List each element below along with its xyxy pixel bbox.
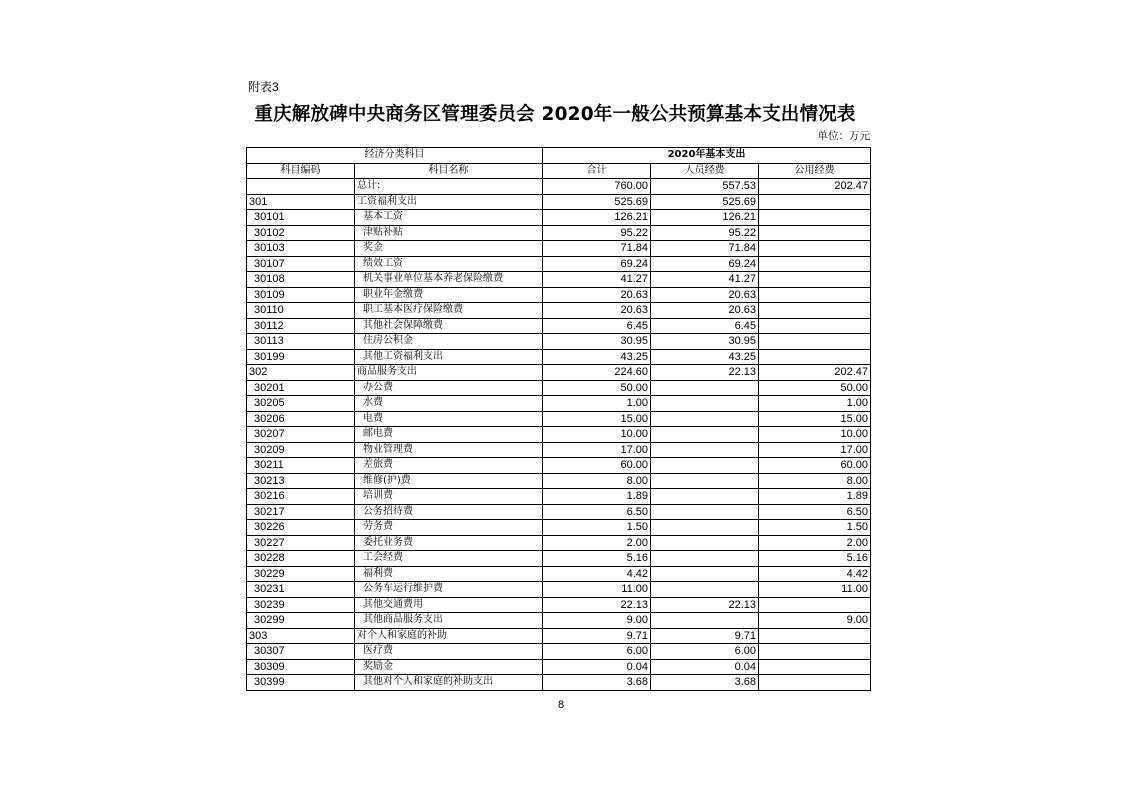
table-row [247,256,871,272]
row-code: 30211 [247,458,355,474]
row-personnel [651,427,759,443]
row-personnel [651,520,759,536]
row-total: 8.00 [543,473,651,489]
row-personnel: 525.69 [651,194,759,210]
appendix-label: 附表3 [248,80,279,94]
row-total: 126.21 [543,210,651,226]
row-total: 5.16 [543,551,651,567]
row-total: 760.00 [543,179,651,195]
row-name: 邮电费 [355,427,543,443]
row-personnel: 43.25 [651,349,759,365]
header-personnel: 人员经费 [651,163,759,179]
row-total: 15.00 [543,411,651,427]
row-personnel [651,504,759,520]
row-code: 302 [247,365,355,381]
row-total: 43.25 [543,349,651,365]
row-personnel: 3.68 [651,675,759,691]
table-row [247,303,871,319]
row-personnel [651,396,759,412]
row-public [759,241,871,257]
row-name: 津贴补贴 [355,225,543,241]
row-name: 机关事业单位基本养老保险缴费 [355,272,543,288]
row-public: 10.00 [759,427,871,443]
row-code [247,179,355,195]
header-total: 合计 [543,163,651,179]
row-code: 30102 [247,225,355,241]
row-name: 水费 [355,396,543,412]
row-code: 30209 [247,442,355,458]
row-code: 30229 [247,566,355,582]
row-public [759,675,871,691]
row-name: 其他对个人和家庭的补助支出 [355,675,543,691]
table-row [247,489,871,505]
row-public [759,334,871,350]
table-row [247,380,871,396]
row-total: 10.00 [543,427,651,443]
row-total: 50.00 [543,380,651,396]
row-total: 525.69 [543,194,651,210]
row-code: 30206 [247,411,355,427]
row-code: 30228 [247,551,355,567]
row-public: 50.00 [759,380,871,396]
row-code: 30239 [247,597,355,613]
header-code: 科目编码 [247,163,355,179]
table-row [247,427,871,443]
table-row [247,365,871,381]
row-public: 8.00 [759,473,871,489]
row-public: 11.00 [759,582,871,598]
row-public [759,225,871,241]
row-name: 工资福利支出 [355,194,543,210]
row-name: 其他商品服务支出 [355,613,543,629]
row-code: 30112 [247,318,355,334]
row-name: 委托业务费 [355,535,543,551]
table-row [247,225,871,241]
row-total: 71.84 [543,241,651,257]
row-personnel: 69.24 [651,256,759,272]
row-code: 30113 [247,334,355,350]
row-name: 住房公积金 [355,334,543,350]
row-public [759,194,871,210]
table-row [247,520,871,536]
row-personnel [651,551,759,567]
row-personnel [651,442,759,458]
row-code: 30399 [247,675,355,691]
row-name: 公务车运行维护费 [355,582,543,598]
row-public [759,349,871,365]
row-total: 1.50 [543,520,651,536]
row-personnel [651,566,759,582]
table-row [247,473,871,489]
row-public [759,210,871,226]
table-row [247,551,871,567]
row-total: 6.50 [543,504,651,520]
row-total: 1.00 [543,396,651,412]
row-total: 30.95 [543,334,651,350]
row-personnel: 41.27 [651,272,759,288]
table-row [247,597,871,613]
row-code: 30309 [247,659,355,675]
row-personnel [651,613,759,629]
row-personnel: 22.13 [651,365,759,381]
row-name: 奖励金 [355,659,543,675]
row-personnel: 20.63 [651,287,759,303]
row-personnel: 95.22 [651,225,759,241]
row-personnel [651,411,759,427]
row-total: 17.00 [543,442,651,458]
row-public: 2.00 [759,535,871,551]
row-total: 95.22 [543,225,651,241]
row-public: 4.42 [759,566,871,582]
header-row-1 [247,148,871,164]
row-code: 303 [247,628,355,644]
row-code: 30110 [247,303,355,319]
row-personnel [651,473,759,489]
row-name: 商品服务支出 [355,365,543,381]
row-personnel [651,535,759,551]
table-row [247,659,871,675]
row-personnel: 126.21 [651,210,759,226]
row-total: 3.68 [543,675,651,691]
budget-table [246,147,871,691]
row-total: 6.00 [543,644,651,660]
row-total: 11.00 [543,582,651,598]
table-row [247,628,871,644]
row-total: 9.00 [543,613,651,629]
row-public: 202.47 [759,365,871,381]
table-row [247,272,871,288]
table-row [247,458,871,474]
row-code: 301 [247,194,355,210]
row-public [759,659,871,675]
row-public: 17.00 [759,442,871,458]
row-public [759,597,871,613]
table-row [247,535,871,551]
row-total: 20.63 [543,287,651,303]
table-row [247,287,871,303]
row-name: 绩效工资 [355,256,543,272]
row-code: 30216 [247,489,355,505]
row-public [759,303,871,319]
row-name: 医疗费 [355,644,543,660]
row-name: 劳务费 [355,520,543,536]
row-public: 60.00 [759,458,871,474]
table-row [247,504,871,520]
row-public: 9.00 [759,613,871,629]
row-total: 60.00 [543,458,651,474]
row-name: 奖金 [355,241,543,257]
row-name: 其他工资福利支出 [355,349,543,365]
row-code: 30103 [247,241,355,257]
row-name: 总计: [355,179,543,195]
row-name: 其他社会保障缴费 [355,318,543,334]
row-code: 30207 [247,427,355,443]
row-personnel: 30.95 [651,334,759,350]
row-total: 1.89 [543,489,651,505]
header-row-2 [247,163,871,179]
row-code: 30299 [247,613,355,629]
table-row [247,349,871,365]
row-personnel: 6.45 [651,318,759,334]
row-name: 差旅费 [355,458,543,474]
row-code: 30205 [247,396,355,412]
row-public: 202.47 [759,179,871,195]
row-public: 1.89 [759,489,871,505]
table-row [247,179,871,195]
table-row [247,411,871,427]
row-code: 30107 [247,256,355,272]
row-personnel [651,380,759,396]
table-row [247,334,871,350]
row-public [759,628,871,644]
table-row [247,442,871,458]
row-personnel: 9.71 [651,628,759,644]
table-row [247,318,871,334]
row-name: 办公费 [355,380,543,396]
row-name: 职工基本医疗保险缴费 [355,303,543,319]
row-personnel: 0.04 [651,659,759,675]
table-row [247,194,871,210]
row-public: 15.00 [759,411,871,427]
header-basic-exp: 2020年基本支出 [543,148,871,164]
row-name: 其他交通费用 [355,597,543,613]
table-row [247,675,871,691]
table-row [247,566,871,582]
row-total: 224.60 [543,365,651,381]
document-title: 重庆解放碑中央商务区管理委员会 2020年一般公共预算基本支出情况表 [254,104,856,125]
row-name: 对个人和家庭的补助 [355,628,543,644]
row-name: 电费 [355,411,543,427]
row-public: 1.50 [759,520,871,536]
row-code: 30108 [247,272,355,288]
header-name: 科目名称 [355,163,543,179]
row-name: 福利费 [355,566,543,582]
row-total: 22.13 [543,597,651,613]
row-total: 41.27 [543,272,651,288]
row-code: 30231 [247,582,355,598]
row-public [759,287,871,303]
header-public: 公用经费 [759,163,871,179]
row-total: 2.00 [543,535,651,551]
row-code: 30213 [247,473,355,489]
row-personnel [651,582,759,598]
row-personnel: 557.53 [651,179,759,195]
row-personnel: 22.13 [651,597,759,613]
row-code: 30201 [247,380,355,396]
row-code: 30109 [247,287,355,303]
table-row [247,210,871,226]
row-name: 公务招待费 [355,504,543,520]
table-row [247,582,871,598]
row-name: 物业管理费 [355,442,543,458]
row-code: 30227 [247,535,355,551]
row-total: 6.45 [543,318,651,334]
row-personnel: 71.84 [651,241,759,257]
row-code: 30101 [247,210,355,226]
row-name: 维修(护)费 [355,473,543,489]
row-name: 培训费 [355,489,543,505]
table-row [247,613,871,629]
row-personnel [651,489,759,505]
row-code: 30199 [247,349,355,365]
row-total: 69.24 [543,256,651,272]
header-econ-class: 经济分类科目 [247,148,543,164]
unit-label: 单位：万元 [817,130,870,142]
row-public: 1.00 [759,396,871,412]
row-total: 9.71 [543,628,651,644]
row-personnel: 6.00 [651,644,759,660]
row-public [759,272,871,288]
row-public: 6.50 [759,504,871,520]
row-public: 5.16 [759,551,871,567]
row-personnel: 20.63 [651,303,759,319]
row-total: 0.04 [543,659,651,675]
row-code: 30226 [247,520,355,536]
row-name: 基本工资 [355,210,543,226]
row-code: 30307 [247,644,355,660]
row-public [759,644,871,660]
page-number: 8 [557,699,565,711]
row-code: 30217 [247,504,355,520]
table-row [247,241,871,257]
table-row [247,644,871,660]
row-public [759,256,871,272]
row-total: 4.42 [543,566,651,582]
row-public [759,318,871,334]
row-total: 20.63 [543,303,651,319]
table-row [247,396,871,412]
row-name: 工会经费 [355,551,543,567]
row-personnel [651,458,759,474]
row-name: 职业年金缴费 [355,287,543,303]
